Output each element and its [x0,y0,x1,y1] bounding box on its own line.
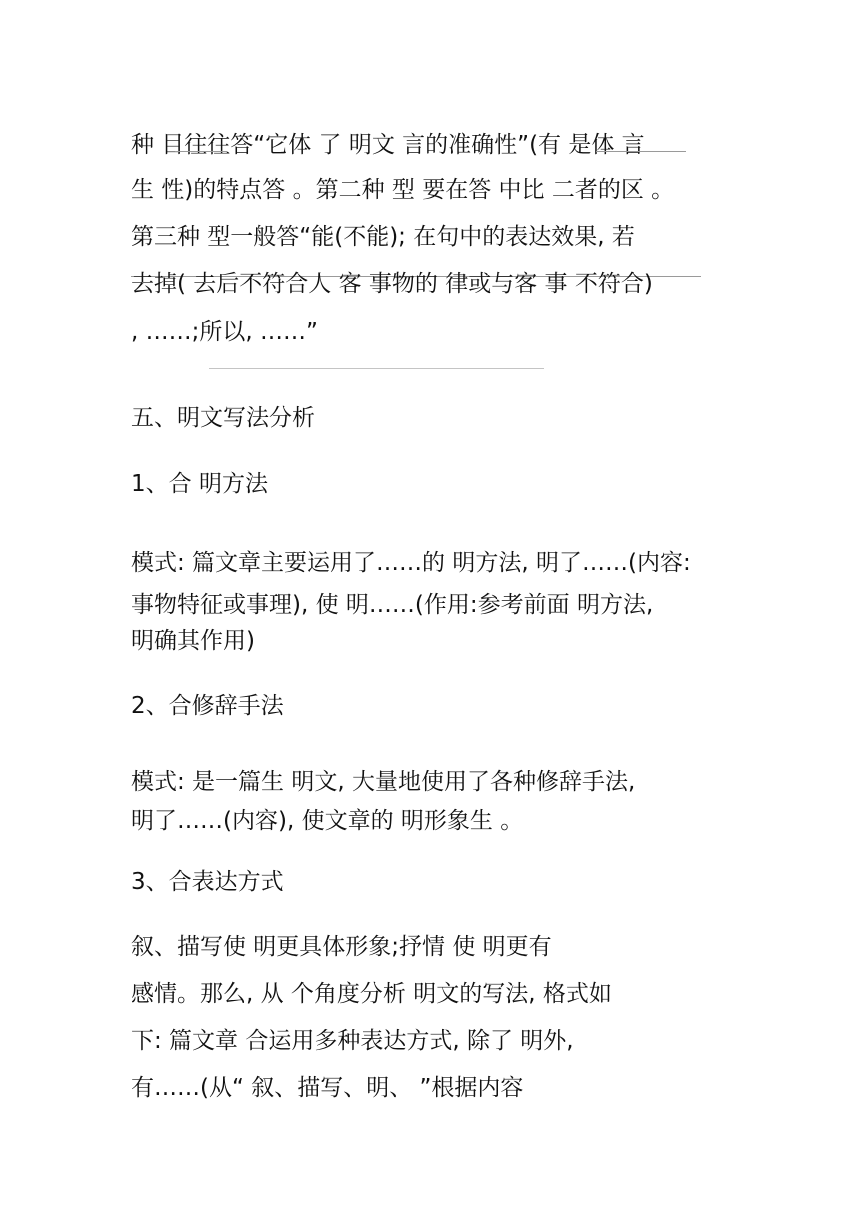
paragraph-line-4: 去掉( 去后不符合人 客 事物的 律或与客 事 不符合) [131,271,653,297]
item-3-line-4: 有……(从“ 叙、描写、明、 ”根据内容 [131,1075,524,1101]
item-1-line-1: 模式: 篇文章主要运用了……的 明方法, 明了……(内容: [131,550,691,576]
paragraph-line-3: 第三种 型一般答“能(不能); 在句中的表达效果, 若 [131,224,635,250]
item-3-line-2: 感情。那么, 从 个角度分析 明文的写法, 格式如 [131,981,612,1007]
strike-mark [175,151,227,152]
section-heading: 五、明文写法分析 [131,405,315,431]
paragraph-line-5: , ……;所以, ……” [131,319,318,345]
item-3-line-1: 叙、描写使 明更具体形象;抒情 使 明更有 [131,934,552,960]
item-heading-1: 1、合 明方法 [131,471,268,497]
item-1-line-2: 事物特征或事理), 使 明……(作用:参考前面 明方法, [131,592,654,618]
item-3-line-3: 下: 篇文章 合运用多种表达方式, 除了 明外, [131,1028,574,1054]
item-2-line-1: 模式: 是一篇生 明文, 大量地使用了各种修辞手法, [131,769,636,795]
item-heading-2: 2、合修辞手法 [131,693,284,719]
divider-line [209,368,544,369]
item-1-line-3: 明确其作用) [131,628,255,654]
item-2-line-2: 明了……(内容), 使文章的 明形象生 。 [131,808,524,834]
item-heading-3: 3、合表达方式 [131,869,284,895]
paragraph-line-2: 生 性)的特点答 。第二种 型 要在答 中比 二者的区 。 [131,177,675,203]
paragraph-line-1: 种 目往往答“它体 了 明文 言的准确性”(有 是体 言 [131,132,645,158]
strike-mark [596,151,686,152]
